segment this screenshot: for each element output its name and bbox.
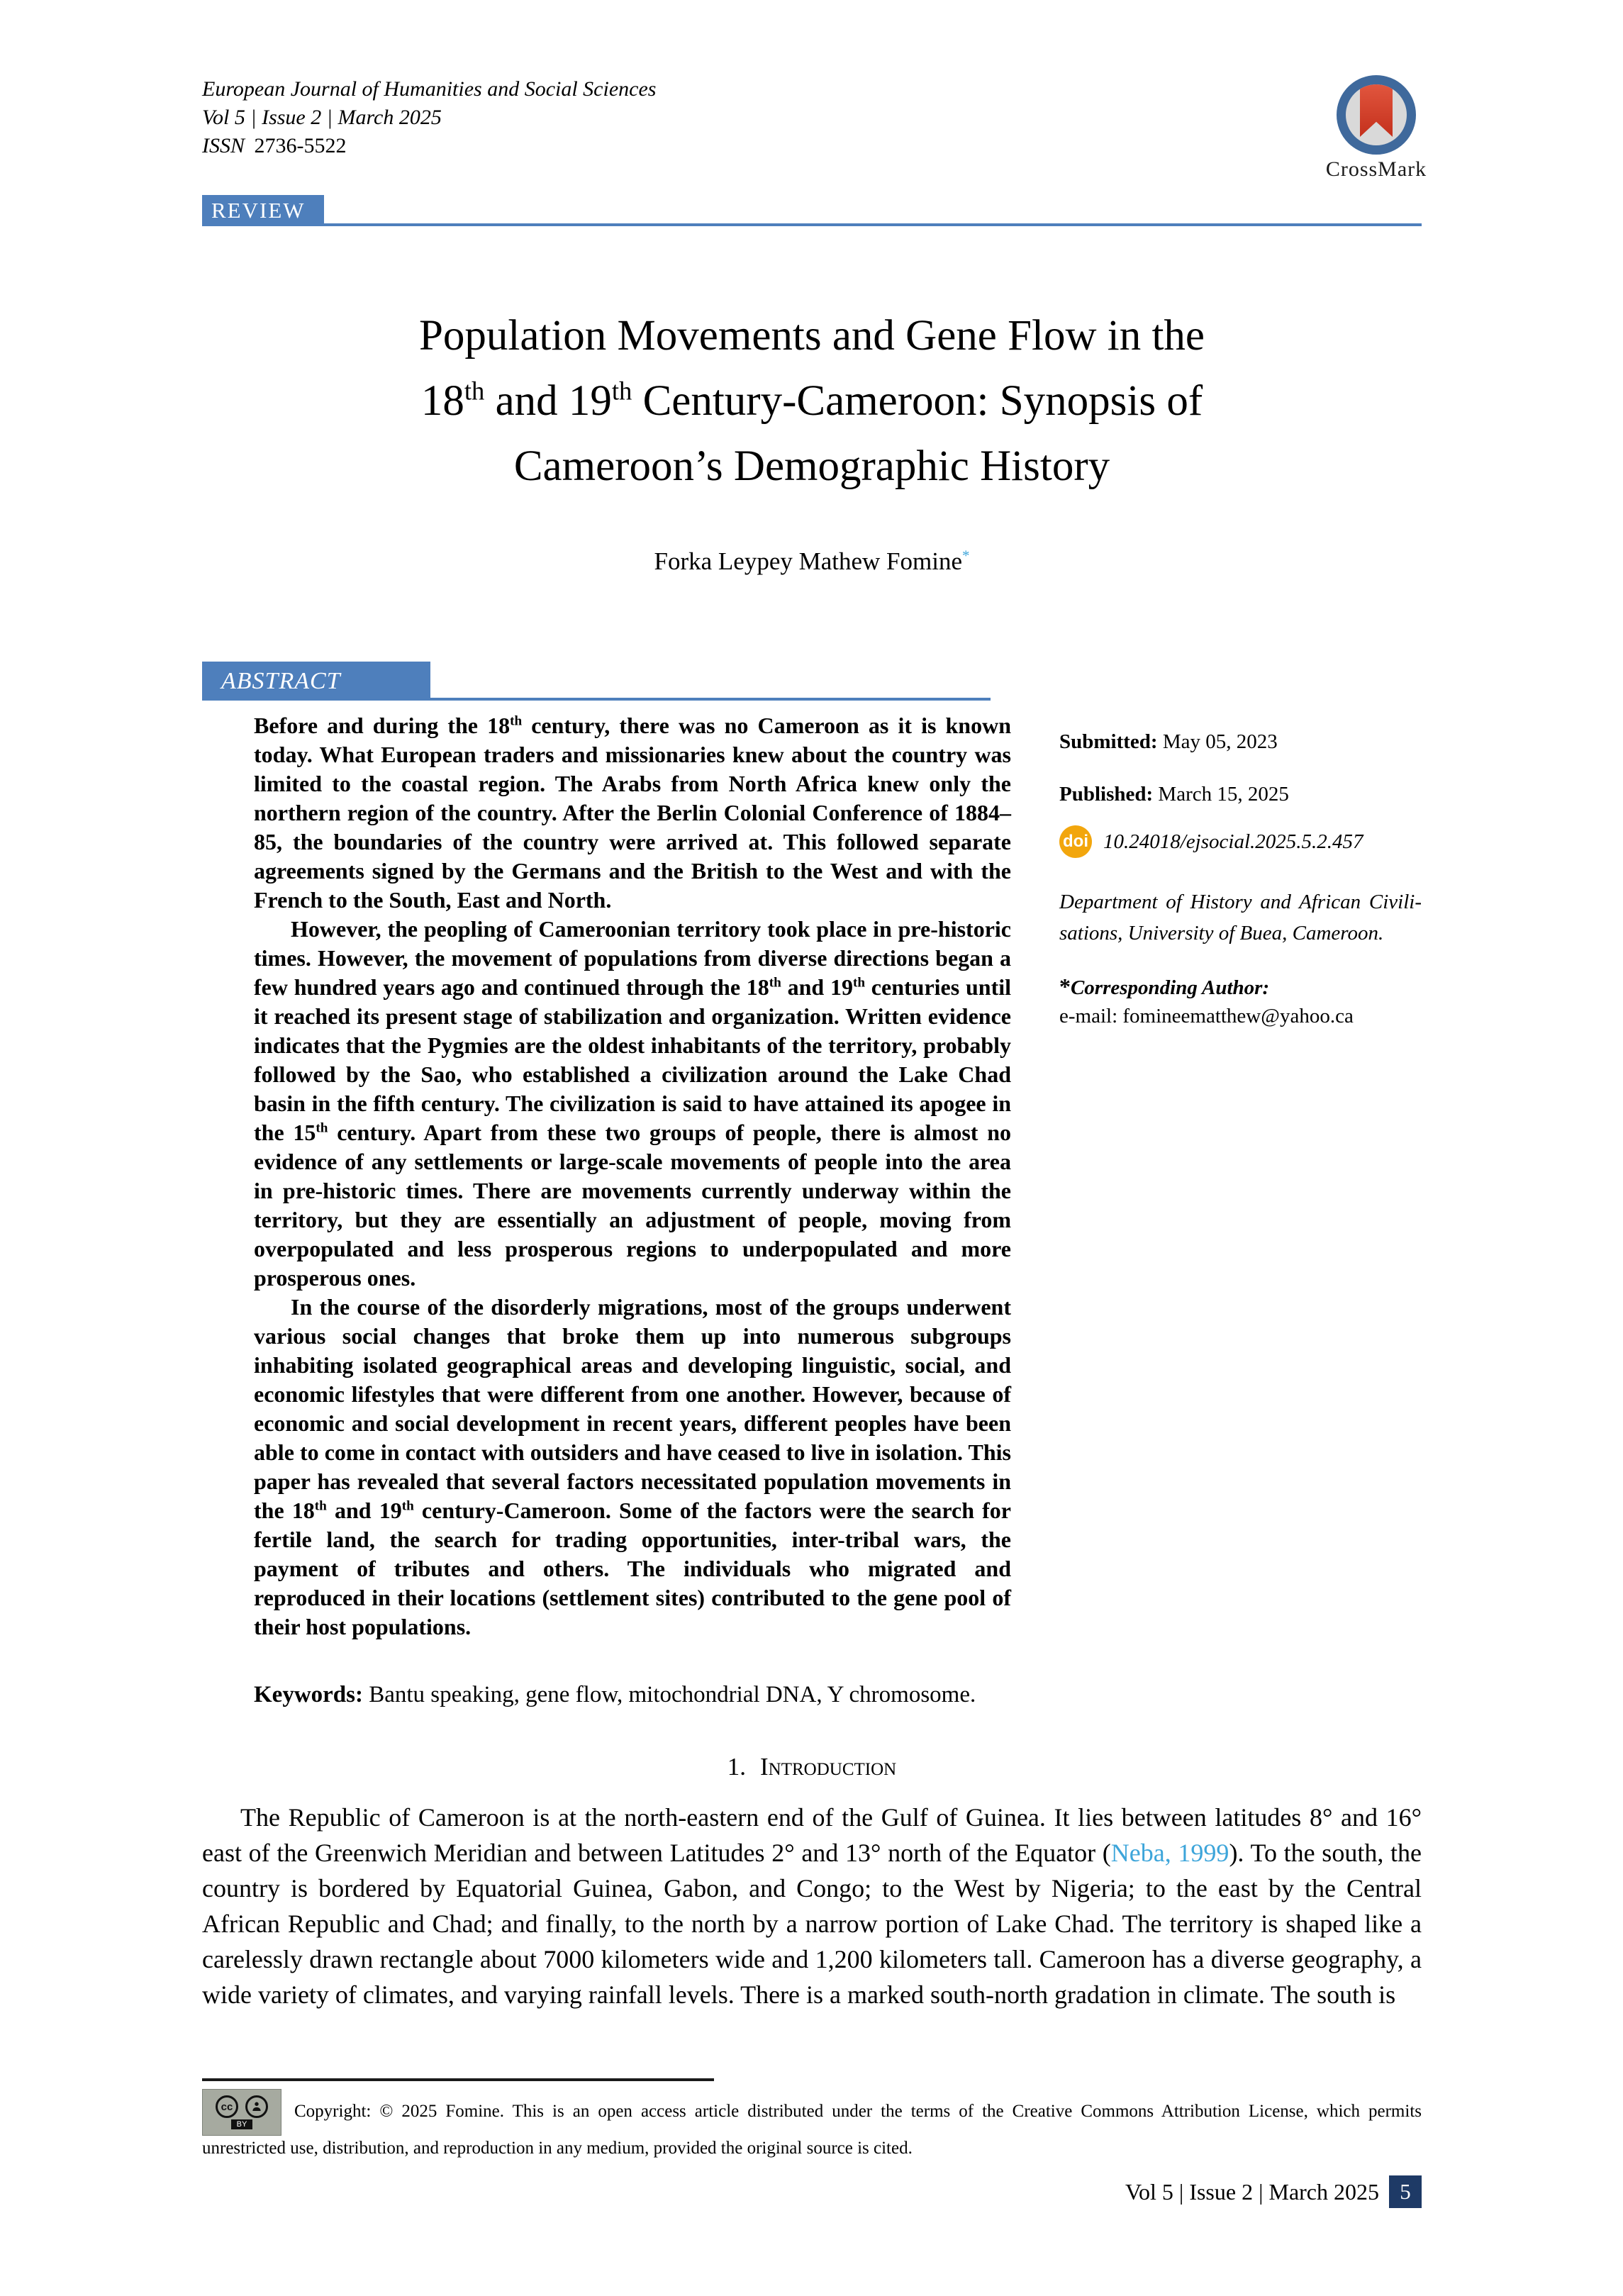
doi-value[interactable]: 10.24018/ejsocial.2025.5.2.457 — [1103, 830, 1363, 853]
crossmark-label: CrossMark — [1325, 157, 1427, 181]
doi-icon: doi — [1059, 825, 1092, 858]
doi-row — [1059, 825, 1422, 858]
crossmark-ribbon-icon — [1360, 83, 1393, 137]
published-date: March 15, 2025 — [1153, 783, 1289, 806]
author-line — [202, 547, 1422, 576]
abstract-heading: ABSTRACT — [202, 662, 430, 701]
copyright-notice: Copyright: © 2025 Fomine. This is an open access article distributed under the terms of the Creative Commons Attribution License, which permits unrestricted use, distribution, and reproduction in any medium, provided the original source is cited. — [202, 2102, 1422, 2158]
journal-name: European Journal of Humanities and Social Sciences — [202, 77, 657, 101]
footnote-divider-line — [202, 2078, 714, 2081]
cc-icon: cc — [216, 2095, 238, 2118]
footer-issue-line: Vol 5 | Issue 2 | March 2025 — [1125, 2178, 1379, 2205]
journal-volume-line: Vol 5 | Issue 2 | March 2025 — [202, 106, 442, 129]
corresponding-email[interactable]: e-mail: fomineematthew@yahoo.ca — [1059, 1005, 1354, 1027]
section-title: Introduction — [760, 1753, 897, 1780]
citation-link-neba-1999[interactable]: Neba, 1999 — [1110, 1839, 1229, 1867]
crossmark-badge[interactable] — [1313, 75, 1439, 182]
corresponding-asterisk: * — [1059, 974, 1071, 999]
cc-by-label: BY — [231, 2119, 253, 2129]
author-affiliation: Department of History and African Civili-sations, University of Buea, Cameroon. — [1059, 891, 1422, 944]
author-name: Forka Leypey Mathew Fomine — [654, 547, 962, 575]
introduction-paragraph: The Republic of Cameroon is at the north-eastern end of the Gulf of Guinea. It lies between latitudes 8° and 16° east of the Greenwich Meridian and between Latitudes 2° and 13° north of the Equator (Neba, 1999). To the south, the country is bordered by Equatorial Guinea, Gabon, and Congo; to the West by Nigeria; to the east by the Central African Republic and Chad; and finally, to the north by a narrow portion of Lake Chad. The territory is shaped like a carelessly drawn rectangle about 7000 kilometers wide and 1,200 kilometers tall. Cameroon has a diverse geography, a wide variety of climates, and varying rainfall levels. There is a marked south-north gradation in climate. The south is — [202, 1803, 1422, 2009]
published-label: Published: — [1059, 783, 1154, 806]
published-row — [1059, 781, 1422, 807]
journal-issn-line: ISSN 2736-5522 — [202, 134, 347, 157]
submitted-date: May 05, 2023 — [1157, 730, 1278, 753]
abstract-paragraph-1: Before and during the 18th century, there was no Cameroon as it is known today. What European traders and missionaries knew about the country was limited to the coastal region. The Arabs from North Africa knew only the northern region of the country. After the Berlin Colonial Conference of 1884–85, the boundaries of the country were arrived at. This followed separate agreements signed by the Germans and the British to the West and with the French to the South, East and North. — [254, 713, 1012, 913]
corresponding-author-label: *Corresponding Author: — [1059, 974, 1270, 999]
section-number: 1. — [727, 1753, 747, 1780]
journal-header — [202, 75, 656, 160]
article-meta-sidebar — [1059, 718, 1422, 1029]
article-title: Population Movements and Gene Flow in the 18th and 19th Century-Cameroon: Synopsis of Cameroon’s Demographic History — [418, 312, 1205, 490]
abstract-body — [254, 711, 1011, 1642]
page-footer — [202, 2175, 1422, 2208]
submitted-label: Submitted: — [1059, 730, 1158, 753]
abstract-divider-line — [430, 698, 991, 701]
crossmark-logo-icon — [1337, 75, 1416, 155]
keywords-block: Keywords: Bantu speaking, gene flow, mitochondrial DNA, Y chromosome. — [254, 1682, 976, 1707]
page-number-badge: 5 — [1389, 2175, 1422, 2208]
author-asterisk: * — [962, 547, 970, 564]
review-divider-line — [324, 223, 1422, 226]
section-heading-introduction — [202, 1753, 1422, 1781]
abstract-paragraph-2: However, the peopling of Cameroonian territory took place in pre-historic times. However, the movement of populations from diverse directions began a few hundred years ago and continued through the 18th and 19th centuries until it reached its present stage of stabilization and organization. Written evidence indicates that the Pygmies are the oldest inhabitants of the territory, probably followed by the Sao, who established a civilization around the Lake Chad basin in the fifth century. The civilization is said to have attained its apogee in the 15th century. Apart from these two groups of people, there is almost no evidence of any settlements or large-scale movements of people into the area in pre-historic times. There are movements currently underway within the territory, but they are essentially an adjustment of people, moving from overpopulated and less prosperous regions to underpopulated and more prosperous ones. — [254, 916, 1012, 1291]
review-type-badge: REVIEW — [202, 195, 324, 226]
abstract-paragraph-3: In the course of the disorderly migrations, most of the groups underwent various social changes that broke them up into numerous subgroups inhabiting isolated geographical areas and developing linguistic, social, and economic lifestyles that were different from one another. However, because of economic and social development in recent years, different peoples have been able to come in contact with outsiders and have ceased to live in isolation. This paper has revealed that several factors necessitated population movements in the 18th and 19th century-Cameroon. Some of the factors were the search for fertile land, the search for trading opportunities, inter-tribal wars, the payment of tributes and others. The individuals who migrated and reproduced in their locations (settlement sites) contributed to the gene pool of their host populations. — [254, 1294, 1012, 1639]
submitted-row — [1059, 729, 1422, 754]
